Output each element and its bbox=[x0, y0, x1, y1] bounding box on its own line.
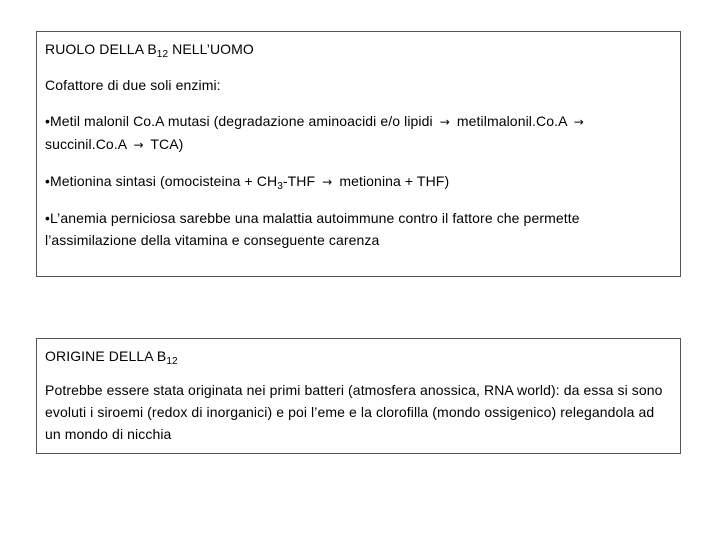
bullet-sintasi bbox=[45, 170, 672, 193]
bullet-mutasi-text: •Metil malonil Co.A mutasi (degradazione aminoacidi e/o lipidi bbox=[45, 113, 433, 129]
arrow-icon: → bbox=[133, 138, 144, 152]
bullet-mutasi-product2: succinil.Co.A bbox=[45, 136, 127, 152]
origin-title-prefix: ORIGINE DELLA B bbox=[45, 348, 167, 364]
arrow-icon: → bbox=[439, 115, 450, 129]
bullet-mutasi-product: metilmalonil.Co.A bbox=[456, 113, 567, 129]
origin-body: Potrebbe essere stata originata nei primi batteri (atmosfera anossica, RNA world): da essa si sono evoluti i siroemi (redox di inorganici) e poi l’eme e la clorofilla (mondo ossigenico) relegandola ad un mondo di nicchia bbox=[45, 382, 663, 442]
arrow-icon: → bbox=[573, 115, 584, 129]
bullet-mutasi-end: TCA) bbox=[150, 136, 184, 152]
origin-title bbox=[45, 345, 672, 367]
role-title-subscript: 12 bbox=[156, 49, 169, 60]
bullet-sintasi-thf: -THF bbox=[282, 173, 316, 189]
arrow-icon: → bbox=[322, 175, 333, 189]
origin-title-subscript: 12 bbox=[166, 356, 178, 367]
bullet-sintasi-product: metionina + THF) bbox=[339, 173, 450, 189]
role-title bbox=[45, 38, 672, 60]
bullet-sintasi-text: •Metionina sintasi (omocisteina + CH bbox=[45, 173, 278, 189]
bullet-mutasi bbox=[45, 110, 672, 156]
origin-box bbox=[36, 338, 681, 454]
role-box bbox=[36, 31, 681, 277]
role-title-suffix: NELL’UOMO bbox=[168, 41, 254, 57]
role-intro: Cofattore di due soli enzimi: bbox=[45, 77, 221, 93]
role-title-prefix: RUOLO DELLA B bbox=[45, 41, 157, 57]
bullet-sintasi-subscript: 3 bbox=[277, 181, 283, 192]
bullet-anemia: •L’anemia perniciosa sarebbe una malattia autoimmune contro il fattore che permette l’assimilazione della vitamina e conseguente carenza bbox=[45, 210, 580, 248]
